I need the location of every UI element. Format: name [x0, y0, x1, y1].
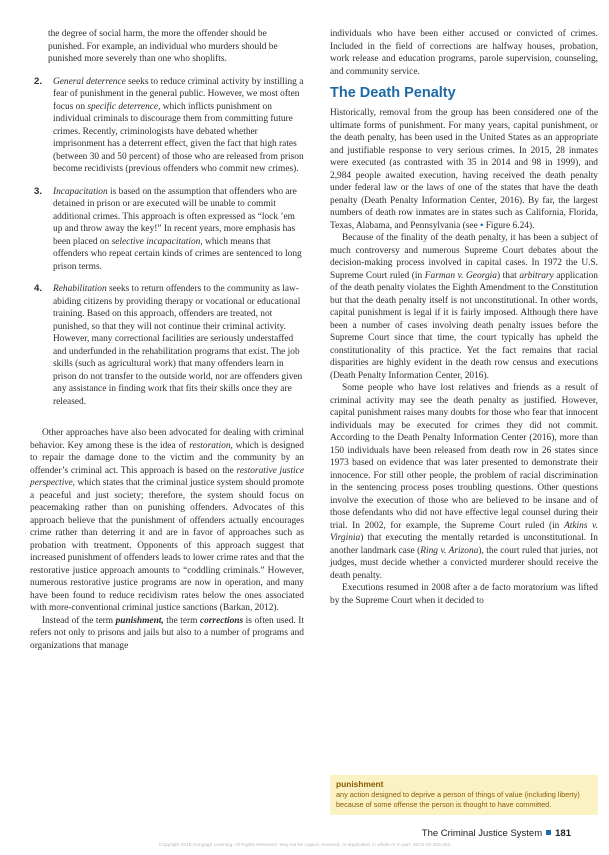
- text: Other approaches have also been advocated for dealing with criminal behavior. Key among these is the idea of: [30, 428, 304, 451]
- list-number: 2.: [34, 75, 43, 87]
- item-text: is based on the assumption that offenders who are detained in prison or are executed will be unable to commit additional crimes. This approach is often expressed as “lock ’em up and throw away the key!” In recent years, more emphasis has been placed on: [53, 186, 297, 247]
- list-item-text: [53, 186, 304, 274]
- paragraph-death-penalty-history: [330, 107, 598, 232]
- key-term: General deterrence: [53, 76, 126, 87]
- item-text: seeks to reduce criminal activity by instilling a fear of punishment in the general public. However, we most often focus on: [53, 76, 304, 112]
- key-term: corrections: [199, 615, 244, 626]
- text: ) that: [496, 270, 520, 281]
- text: Some people who have lost relatives and friends as a result of criminal activity may see the death penalty as justified. However, capital punishment raises many doubts for those who fear that innocent individuals may be executed for crimes they did not commit. According to the Death Penalty Information Center (2016), more than 150 individuals have been released from death row in 26 states since 1973 based on evidence that was later presented to demonstrate their innocence. For still other people, the problem of racial discrimination in the sentencing process poses troubling questions. Other questions involve the execution of those who are believed to be insane and of those defendants who did not have effective legal counsel during their trial. In 2002, for example, the Supreme Court ruled (in: [330, 383, 598, 531]
- key-term: restoration,: [189, 440, 233, 451]
- list-item-rehabilitation: [30, 283, 304, 408]
- case-name: Atkins v. Virginia: [330, 520, 598, 543]
- key-term: Incapacitation: [53, 186, 108, 197]
- glossary-box: [330, 775, 598, 815]
- page-footer: [422, 828, 571, 839]
- paragraph-executions-resumed: Executions resumed in 2008 after a de facto moratorium was lifted by the Supreme Court when it decided to: [330, 583, 598, 606]
- list-item-general-deterrence: [30, 76, 304, 176]
- paragraph-doubts: [330, 382, 598, 582]
- item-text: seeks to return offenders to the community as law-abiding citizens by providing therapy or vocational or educational training. Based on this approach, offenders are treated, not punished, so that they will not continue their criminal activity. However, many correctional facilities are seriously understaffed and underfunded in the rehabilitation programs that exist. The job skills (such as agricultural work) that many offenders learn in prison do not transfer to the outside world, nor are offenders given any assistance in finding work that fits their skills once they are released.: [53, 284, 303, 407]
- square-bullet-icon: [546, 830, 551, 835]
- case-name: Ring v. Arizona: [420, 545, 479, 556]
- key-term: punishment,: [115, 615, 164, 626]
- right-column: [330, 28, 598, 607]
- corrections-continuation: individuals who have been either accused or convicted of crimes. Included in the field of corrections are halfway houses, probation, work release and education programs, parole supervision, counseling, and community service.: [330, 29, 598, 77]
- key-term: selective incapacitation,: [111, 236, 203, 247]
- text: ) that executing the mentally retarded is unconstitutional. In another landmark case (: [330, 533, 598, 556]
- list-number: 4.: [34, 283, 43, 294]
- paragraph-finality: [330, 232, 598, 382]
- text: ), the court ruled that juries, not judges, must decide whether a convicted murderer should receive the death penalty.: [330, 545, 598, 581]
- text: Because of the finality of the death penalty, it has been a subject of much controversy and numerous Supreme Court debates about the decision-making process involved in capital cases. In 1972 the U.S. Supreme Court ruled (in: [330, 233, 598, 281]
- text: which states that the criminal justice system should promote a peaceful and just society; therefore, the system should focus on peacemaking rather than on punishing offenders. Advocates of this approach believe that the punishment of offenders actually encourages crime rather than deterring it and are in favor of approaches such as probation with treatment. Opponents of this approach suggest that increased punishment of offenders leads to lower crime rates and that the restorative justice approach amounts to “coddling criminals.” However, numerous restorative justice programs are now in operation, and many have been found to reduce recidivism rates below the ones associated with more-conventional criminal justice sanctions (Barkan, 2012).: [30, 478, 304, 613]
- figure-reference[interactable]: Figure 6.24).: [483, 220, 535, 231]
- text: is often used. It refers not only to prisons and jails but also to a number of programs and organizations that manage: [30, 615, 304, 651]
- list-continuation: the degree of social harm, the more the offender should be punished. For example, an individual who murders should be punished more severely than one who shoplifts.: [48, 29, 278, 64]
- glossary-term: punishment: [336, 779, 384, 789]
- list-item-text: [53, 283, 304, 408]
- key-term: specific deterrence,: [87, 101, 161, 112]
- left-column: [30, 28, 304, 652]
- key-term: Rehabilitation: [53, 284, 107, 294]
- copyright-notice: Copyright 2018 Cengage Learning. All Rights Reserved. May not be copied, scanned, or duplicated, in whole or in part. WCN 02-200-203: [158, 843, 451, 848]
- text: Historically, removal from the group has been considered one of the ultimate forms of punishment. For many years, capital punishment, or the death penalty, has been used in the United States as an appropriate and justifiable response to very serious crimes. In 2015, 28 inmates were executed (as contrasted with 35 in 2014 and 98 in 1999), and 2,984 people awaited execution, having received the death penalty under federal law or the laws of one of the states that have the death penalty (Death Penalty Information Center, 2016). By far, the largest numbers of death row inmates are in states such as California, Florida, Texas, Alabama, and Pennsylvania (see: [330, 108, 598, 231]
- figure-bullet-icon: •: [480, 220, 484, 231]
- paragraph-restoration: [30, 427, 304, 615]
- item-text: which inflicts punishment on individual criminals to discourage them from committing future crimes. Recently, criminologists have debated whether imprisonment has a deterrent effect, given the fact that high rates (between 30 and 50 percent) of those who are released from prison become recidivists (previous offenders who commit new crimes).: [53, 101, 304, 174]
- list-item-text: [53, 76, 304, 176]
- text: the term: [163, 615, 200, 626]
- paragraph-corrections: [30, 615, 304, 653]
- list-item-incapacitation: [30, 186, 304, 274]
- key-term: restorative justice perspective,: [30, 465, 304, 488]
- section-heading: The Death Penalty: [330, 85, 456, 101]
- glossary-definition: any action designed to deprive a person of things of value (including liberty) because of some offense the person is thought to have committed.: [336, 790, 580, 809]
- text: Instead of the term: [42, 615, 116, 626]
- text: which is designed to repair the damage done to the victim and the community by an offender’s criminal act. This approach is based on the: [30, 440, 304, 476]
- page-number: 181: [555, 828, 571, 839]
- list-number: 3.: [34, 185, 43, 197]
- footer-section-title: The Criminal Justice System: [421, 828, 543, 839]
- item-text: which means that offenders who repeat certain kinds of crimes are sentenced to long prison terms.: [53, 236, 302, 272]
- text: application of the death penalty violates the Eighth Amendment to the Constitution but that the death penalty itself is not unconstitutional. In other words, capital punishment is legal if it is fairly imposed. Although there have been a number of cases involving death penalty issues before the Supreme Court since that time, the court typically has upheld the constitutionality of this practice. Yet the fact remains that racial disparities are highly evident in the death row census and executions (Death Penalty Information Center, 2016).: [330, 270, 598, 381]
- emphasis: arbitrary: [519, 270, 554, 281]
- case-name: Farman v. Georgia: [424, 270, 497, 281]
